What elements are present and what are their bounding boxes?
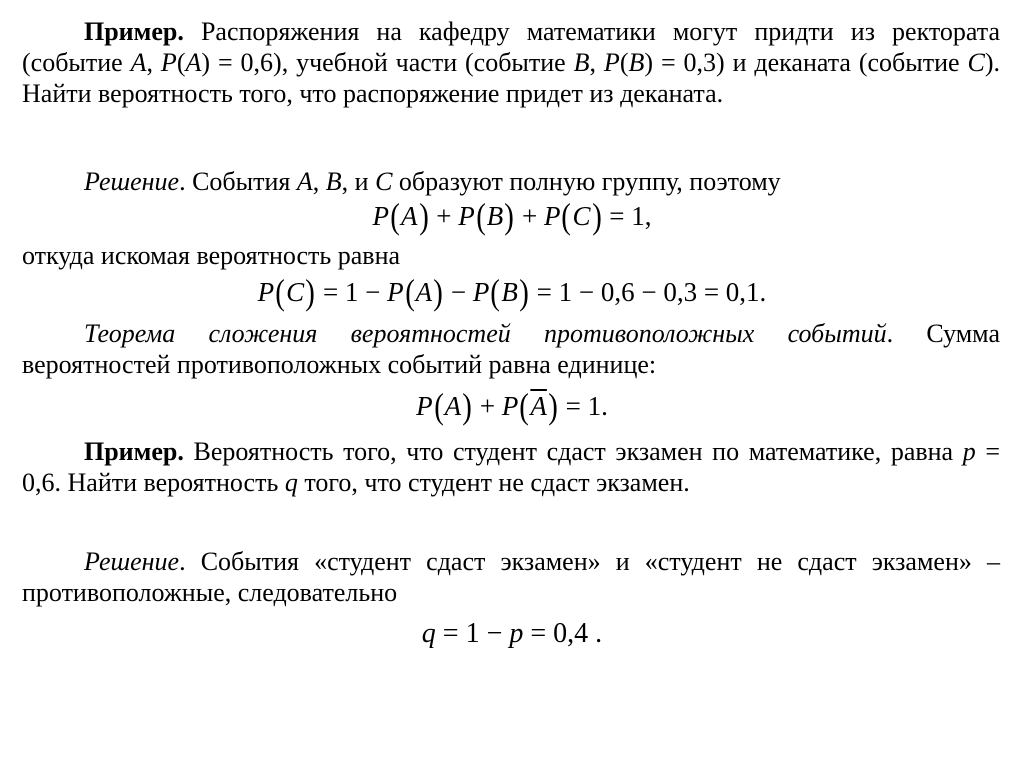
solution-1-label: Решение (84, 167, 180, 196)
example-2-paragraph: Пример. Вероятность того, что студент сдаст экзамен по математике, равна p = 0,6. Найти вероятность q того, что студент не сдаст экзамен. (22, 437, 1000, 497)
example-1-paragraph: Пример. Распоряжения на кафедру математики могут придти из ректората (событие A, P(A) = 0,6), учебной части (событие B, P(B) = 0,3) и деканата (событие C). Найти вероятность того, что распоряжение придет из деканата. (22, 17, 1000, 108)
solution-2-text: Решение. События «студент сдаст экзамен» и «студент не сдаст экзамен» – противоположные, следовательно (22, 547, 1000, 607)
solution-2-label: Решение (84, 547, 180, 576)
formula-q: q = 1 − p = 0,4 . (421, 618, 603, 649)
theorem-title: Теорема сложения вероятностей противоположных событий (84, 319, 887, 348)
solution-1-text-2: откуда искомая вероятность равна (22, 241, 401, 270)
example-2-heading: Пример. (84, 437, 184, 466)
theorem-paragraph: Теорема сложения вероятностей противоположных событий. Сумма вероятностей противоположных событий равна единице: (22, 319, 1000, 379)
formula-full-group: P(A) + P(B) + P(C) = 1, (372, 196, 652, 236)
formula-opposite-events: $P(A) + P(\overline{A}) = 1$. (416, 386, 608, 426)
solution-1-text: Решение. События A, B, и C образуют полную группу, поэтому (84, 167, 781, 196)
formula-probability-c: P(C) = 1 − P(A) − P(B) = 1 − 0,6 − 0,3 = 0,1. (257, 272, 767, 312)
example-1-heading: Пример. (84, 17, 184, 46)
a-bar: $\overline{A}$ (530, 391, 547, 421)
